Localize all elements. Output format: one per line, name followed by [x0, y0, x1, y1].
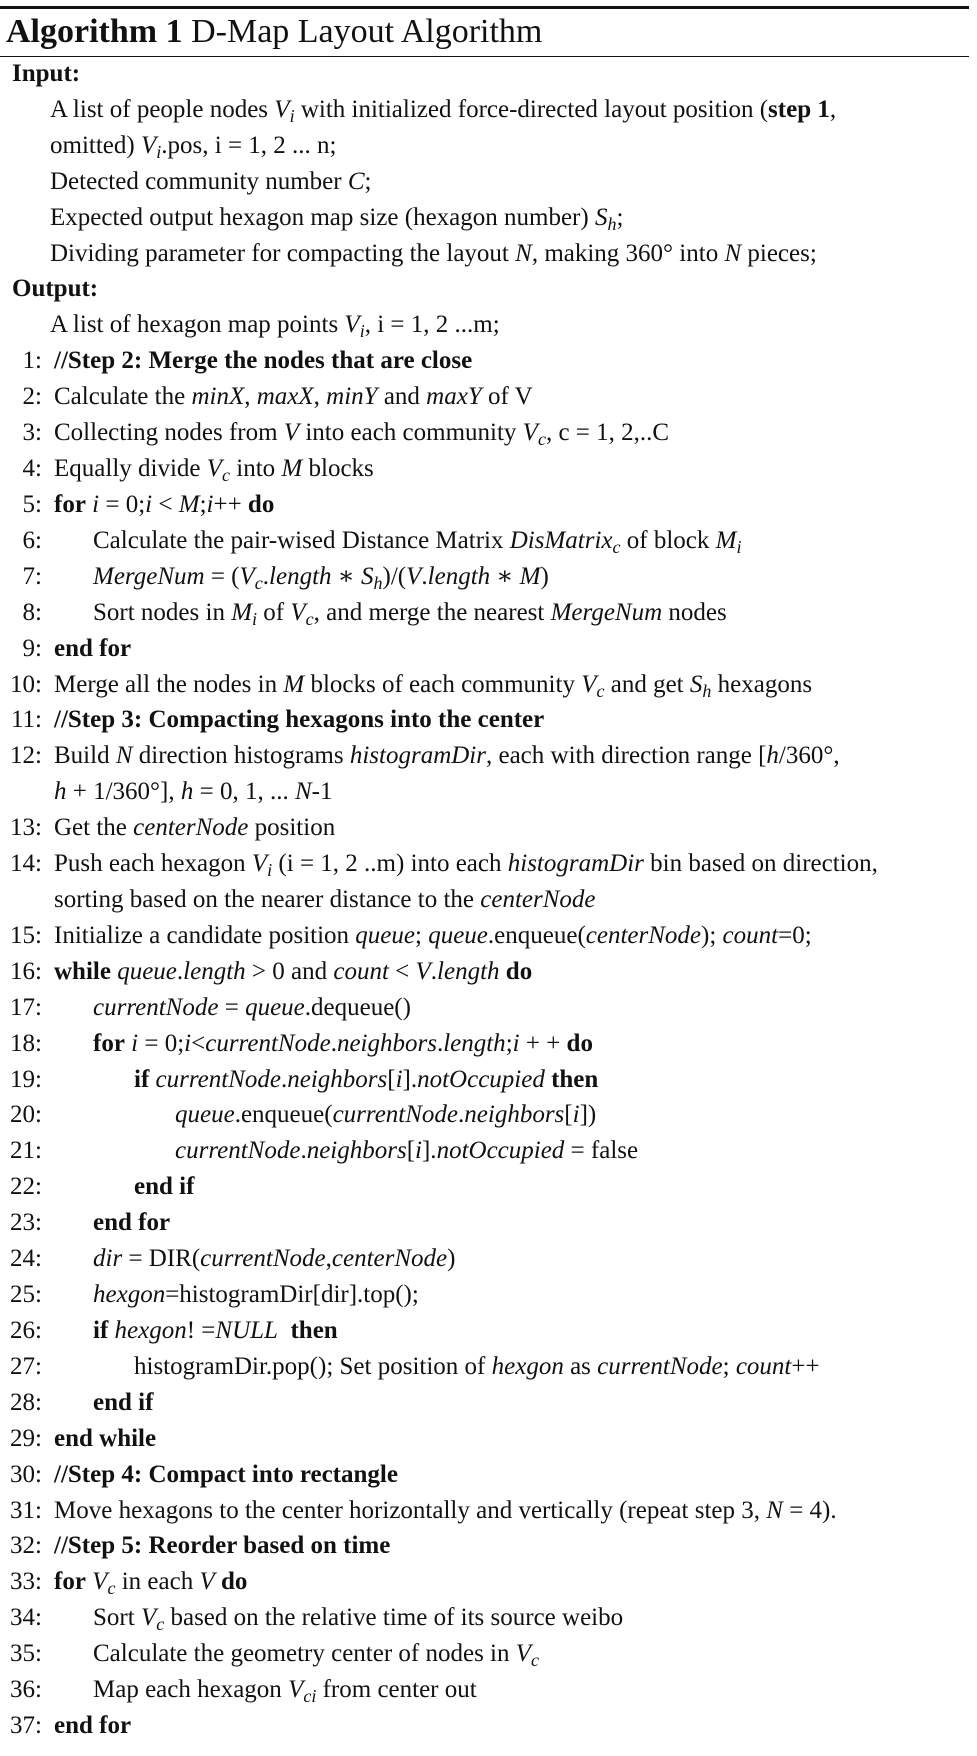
- step-text: h + 1/360°], h = 0, 1, ... N-1: [54, 778, 333, 806]
- step-number: 28:: [10, 1388, 42, 1416]
- step-text: while queue.length > 0 and count < V.length do: [54, 957, 533, 985]
- step-number: 21:: [10, 1137, 42, 1165]
- step-text: for i = 0;i < M;i++ do: [54, 490, 275, 518]
- step-text: currentNode.neighbors[i].notOccupied = false: [175, 1137, 639, 1165]
- step-number: 18:: [10, 1029, 42, 1057]
- step-number: 22:: [10, 1173, 42, 1201]
- step-number: 2:: [22, 383, 42, 411]
- step-text: //Step 2: Merge the nodes that are close: [54, 347, 473, 375]
- step-text: Merge all the nodes in M blocks of each community $V_c$ and get $S_h$ hexagons: [54, 670, 813, 701]
- step-number: 36:: [10, 1676, 42, 1704]
- step-text: if hexgon! =NULL then: [93, 1316, 338, 1344]
- step-text: Equally divide $V_c$ into M blocks: [54, 455, 374, 486]
- algorithm-title-rule: [0, 56, 969, 57]
- step-text: Map each hexagon $V_{ci}$ from center out: [93, 1676, 477, 1707]
- step-number: 11:: [10, 706, 42, 734]
- step-number: 5:: [22, 490, 42, 518]
- step-number: 3:: [22, 419, 42, 447]
- step-text: MergeNum = ($V_c.length$ ∗ $S_h)/(V.length$ ∗ M): [93, 562, 549, 593]
- step-number: 1:: [22, 347, 42, 375]
- step-text: if currentNode.neighbors[i].notOccupied then: [134, 1065, 599, 1093]
- step-text: Push each hexagon $V_i$ (i = 1, 2 ..m) into each histogramDir bin based on direction,: [54, 850, 878, 881]
- step-number: 19:: [10, 1065, 42, 1093]
- step-number: 10:: [10, 670, 42, 698]
- step-number: 29:: [10, 1424, 42, 1452]
- input-line-2-text: omitted) $V_i.pos$, i = 1, 2 ... n;: [50, 131, 337, 162]
- step-number: 6:: [22, 526, 42, 554]
- step-text: end while: [54, 1424, 157, 1452]
- algorithm-name: D-Map Layout Algorithm: [191, 13, 543, 50]
- algorithm-top-rule: [0, 6, 969, 9]
- step-text: //Step 5: Reorder based on time: [54, 1532, 391, 1560]
- step-number: 27:: [10, 1352, 42, 1380]
- output-header: Output:: [12, 275, 99, 303]
- step-text: //Step 4: Compact into rectangle: [54, 1460, 398, 1488]
- step-text: Move hexagons to the center horizontally and vertically (repeat step 3, N = 4).: [54, 1496, 837, 1524]
- step-number: 35:: [10, 1640, 42, 1668]
- step-number: 24:: [10, 1245, 42, 1273]
- step-text: Collecting nodes from V into each community $V_c$, c = 1, 2,..C: [54, 419, 670, 450]
- input-line-5-text: Dividing parameter for compacting the layout N, making 360° into N pieces;: [50, 239, 817, 267]
- step-number: 32:: [10, 1532, 42, 1560]
- step-text: end for: [93, 1209, 171, 1237]
- step-text: end if: [134, 1173, 195, 1201]
- step-number: 4:: [22, 455, 42, 483]
- step-text: end if: [93, 1388, 154, 1416]
- step-number: 31:: [10, 1496, 42, 1524]
- input-line-4-text: Expected output hexagon map size (hexagon number) $S_h$;: [50, 203, 624, 234]
- step-number: 16:: [10, 957, 42, 985]
- algorithm-label: Algorithm 1: [6, 13, 183, 50]
- step-number: 23:: [10, 1209, 42, 1237]
- step-number: 37:: [10, 1712, 42, 1739]
- algorithm-title: [6, 10, 542, 54]
- step-text: currentNode = queue.dequeue(): [93, 993, 411, 1021]
- step-text: histogramDir.pop(); Set position of hexgon as currentNode; count++: [134, 1352, 820, 1380]
- step-text: //Step 3: Compacting hexagons into the center: [54, 706, 545, 734]
- step-number: 25:: [10, 1281, 42, 1309]
- step-number: 15:: [10, 921, 42, 949]
- step-text: Calculate the minX, maxX, minY and maxY of V: [54, 383, 533, 411]
- step-text: Get the centerNode position: [54, 814, 336, 842]
- step-number: 8:: [22, 598, 42, 626]
- step-number: 13:: [10, 814, 42, 842]
- input-line-3-text: Detected community number C;: [50, 167, 372, 195]
- step-number: 9:: [22, 634, 42, 662]
- step-text: hexgon=histogramDir[dir].top();: [93, 1281, 419, 1309]
- step-number: 34:: [10, 1604, 42, 1632]
- input-header: Input:: [12, 60, 81, 87]
- step-number: 14:: [10, 850, 42, 878]
- step-text: sorting based on the nearer distance to the centerNode: [54, 886, 596, 913]
- step-number: 12:: [10, 742, 42, 770]
- step-text: Sort nodes in $M_i$ of $V_c$, and merge the nearest MergeNum nodes: [93, 598, 727, 629]
- step-text: Calculate the pair-wised Distance Matrix DisMatrix$_c$ of block $M_i$: [93, 526, 742, 557]
- step-text: Calculate the geometry center of nodes in $V_c$: [93, 1640, 540, 1671]
- step-text: end for: [54, 634, 132, 662]
- step-number: 33:: [10, 1568, 42, 1596]
- step-number: 26:: [10, 1316, 42, 1344]
- output-line-1-text: A list of hexagon map points $V_i$, i = 1, 2 ...m;: [50, 311, 500, 342]
- step-number: 7:: [22, 562, 42, 590]
- step-text: for $V_c$ in each V do: [54, 1568, 248, 1599]
- step-number: 17:: [10, 993, 42, 1021]
- step-text: Initialize a candidate position queue; queue.enqueue(centerNode); count=0;: [54, 921, 812, 949]
- step-number: 30:: [10, 1460, 42, 1488]
- step-text: end for: [54, 1712, 132, 1739]
- step-text: dir = DIR(currentNode,centerNode): [93, 1245, 456, 1273]
- step-number: 20:: [10, 1101, 42, 1129]
- step-text: Build N direction histograms histogramDir, each with direction range [h/360°,: [54, 742, 840, 770]
- step-text: queue.enqueue(currentNode.neighbors[i]): [175, 1101, 597, 1129]
- step-text: for i = 0;i<currentNode.neighbors.length;i + + do: [93, 1029, 593, 1057]
- step-text: Sort $V_c$ based on the relative time of its source weibo: [93, 1604, 624, 1635]
- input-line-1-text: A list of people nodes $V_i$ with initialized force-directed layout position (step 1,: [50, 95, 837, 126]
